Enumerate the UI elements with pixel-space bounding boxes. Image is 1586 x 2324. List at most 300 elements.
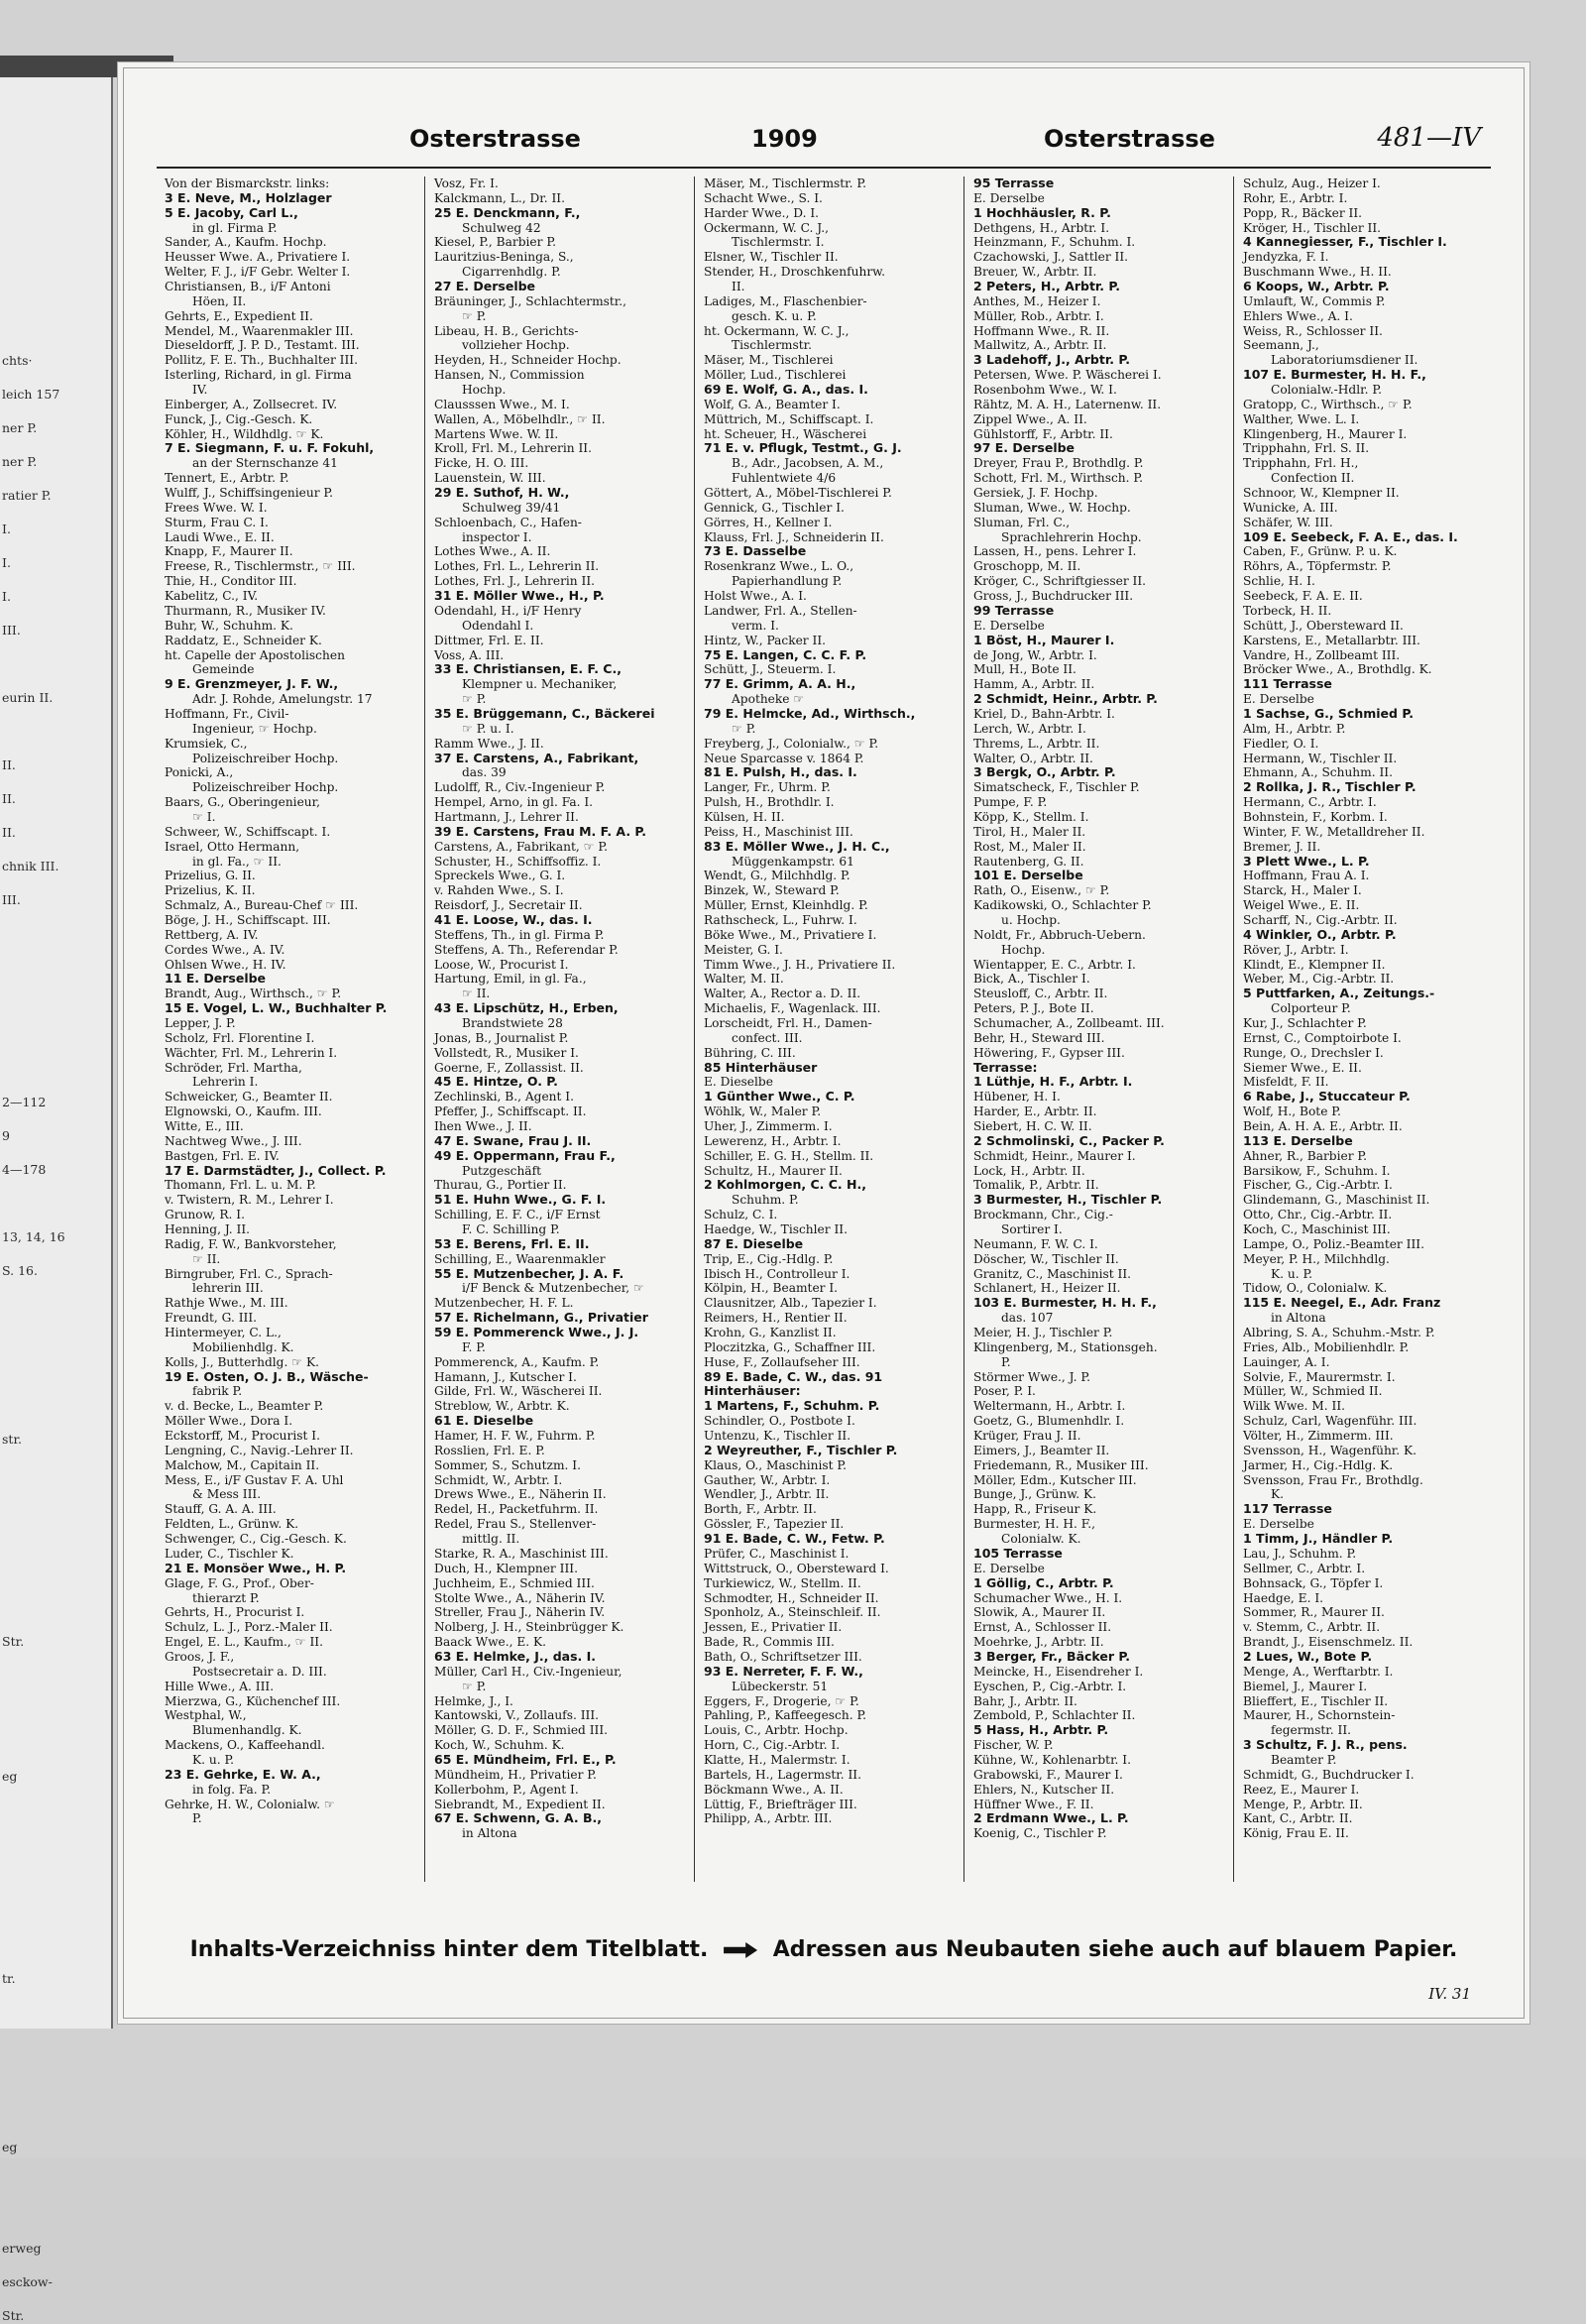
directory-entry: Bade, R., Commis III. [704,1635,835,1650]
directory-entry: Polizeischreiber Hochp. [192,780,339,795]
directory-entry: Runge, O., Drechsler I. [1243,1045,1384,1060]
directory-entry: Hille Wwe., A. III. [165,1679,275,1693]
directory-entry: Schlanert, H., Heizer II. [973,1281,1121,1296]
directory-entry: Weiss, R., Schlosser II. [1243,323,1383,338]
directory-entry: Schnoor, W., Klempner II. [1243,486,1400,501]
directory-entry: 27 E. Derselbe [434,279,536,294]
directory-entry: 2 Schmidt, Heinr., Arbtr. P. [973,691,1158,707]
directory-entry: Lock, H., Arbtr. II. [973,1163,1085,1178]
pointing-hand-icon [724,1942,757,1958]
fragment-text: II. [2,757,16,772]
directory-entry: Hüffner Wwe., F. II. [973,1797,1094,1811]
directory-entry: Freyberg, J., Colonialw., ☞ P. [704,736,879,751]
directory-entry: Buhr, W., Schuhm. K. [165,618,293,633]
directory-entry: Juchheim, E., Schmied III. [434,1575,595,1590]
directory-entry: Heinzmann, F., Schuhm. I. [973,235,1136,250]
directory-entry: Hamer, H. F. W., Fuhrm. P. [434,1429,596,1444]
directory-entry: Köhler, H., Wildhdlg. ☞ K. [165,426,324,441]
directory-entry: Schumacher, A., Zollbeamt. III. [973,1015,1165,1030]
directory-entry: 11 E. Derselbe [165,971,267,987]
directory-entry: Isterling, Richard, in gl. Firma [165,368,352,383]
directory-entry: 55 E. Mutzenbecher, J. A. F. [434,1265,624,1281]
directory-entry: 4 Winkler, O., Arbtr. P. [1243,926,1397,942]
directory-entry: ht. Scheuer, H., Wäscherei [704,426,867,441]
directory-entry: Mäser, M., Tischlerei [704,353,834,368]
directory-entry: Umlauft, W., Commis P. [1243,293,1386,308]
directory-entry: Scholz, Frl. Florentine I. [165,1030,315,1045]
directory-entry: Haedge, E. I. [1243,1590,1324,1605]
directory-entry: 2 Rollka, J. R., Tischler P. [1243,779,1416,795]
directory-entry: Schweer, W., Schiffscapt. I. [165,824,331,839]
directory-entry: K. u. P. [1271,1266,1313,1281]
directory-entry: Sluman, Wwe., W. Hochp. [973,500,1131,515]
directory-entry: Ehlers Wwe., A. I. [1243,308,1353,323]
directory-entry: Einberger, A., Zollsecret. IV. [165,397,338,411]
directory-entry: vollzieher Hochp. [462,338,570,353]
directory-entry: Mutzenbecher, H. F. L. [434,1296,574,1311]
directory-entry: 111 Terrasse [1243,676,1332,692]
directory-entry: F. C. Schilling P. [462,1222,560,1237]
directory-entry: Lehrerin I. [192,1075,259,1090]
directory-entry: Hartmann, J., Lehrer II. [434,809,579,824]
directory-entry: 67 E. Schwenn, G. A. B., [434,1810,603,1826]
directory-entry: 49 E. Oppermann, Frau F., [434,1147,616,1163]
directory-entry: Lassen, H., pens. Lehrer I. [973,544,1137,559]
directory-entry: 81 E. Pulsh, H., das. I. [704,764,857,780]
directory-entry: Walter, A., Rector a. D. II. [704,987,861,1001]
directory-entry: Apotheke ☞ [732,692,805,707]
directory-entry: Ockermann, W. C. J., [704,220,829,235]
directory-entry: Müggenkampstr. 61 [732,854,854,869]
directory-entry: Walter, O., Arbtr. II. [973,751,1093,765]
directory-entry: Ehmann, A., Schuhm. II. [1243,765,1393,780]
directory-entry: 5 E. Jacoby, Carl L., [165,204,298,220]
directory-entry: Schmidt, Heinr., Maurer I. [973,1148,1136,1163]
directory-entry: 1 Göllig, C., Arbtr. P. [973,1574,1114,1590]
directory-entry: i/F Benck & Mutzenbecher, ☞ [462,1281,644,1296]
directory-entry: Wittstruck, O., Obersteward I. [704,1561,889,1575]
directory-entry: Ahner, R., Barbier P. [1243,1148,1368,1163]
directory-entry: Hochp. [1001,942,1046,957]
directory-entry: Sponholz, A., Steinschleif. II. [704,1605,881,1620]
directory-entry: 15 E. Vogel, L. W., Buchhalter P. [165,1000,388,1016]
directory-entry: 65 E. Mündheim, Frl. E., P. [434,1751,617,1767]
directory-entry: Rettberg, A. IV. [165,927,259,942]
directory-entry: Sluman, Frl. C., [973,515,1071,529]
directory-entry: Wendler, J., Arbtr. II. [704,1487,830,1502]
directory-entry: inspector I. [462,529,532,544]
directory-entry: Elsner, W., Tischler II. [704,250,839,265]
directory-entry: Prizelius, G. II. [165,869,256,883]
directory-entry: Krumsiek, C., [165,736,248,751]
directory-entry: v. Twistern, R. M., Lehrer I. [165,1193,334,1208]
directory-entry: Steusloff, C., Arbtr. II. [973,987,1108,1001]
fragment-text: III. [2,892,21,907]
directory-entry: Pommerenck, A., Kaufm. P. [434,1354,600,1369]
directory-entry: Breuer, W., Arbtr. II. [973,265,1097,280]
directory-entry: ☞ P. u. I. [462,721,514,736]
directory-entry: ht. Capelle der Apostolischen [165,647,345,662]
directory-entry: Reez, E., Maurer I. [1243,1782,1360,1797]
directory-entry: Frees Wwe. W. I. [165,500,268,515]
directory-entry: Ehlers, N., Kutscher II. [973,1782,1115,1797]
directory-entry: Jarmer, H., Cig.-Hdlg. K. [1243,1457,1394,1472]
directory-entry: Glage, F. G., Prof., Ober- [165,1575,314,1590]
directory-entry: Rähtz, M. A. H., Laternenw. II. [973,397,1162,411]
directory-entry: Alm, H., Arbtr. P. [1243,721,1346,736]
fragment-text: Str. [2,2308,25,2323]
directory-entry: Schröder, Frl. Martha, [165,1060,302,1075]
directory-entry: Popp, R., Bäcker II. [1243,205,1363,220]
directory-entry: Israel, Otto Hermann, [165,839,300,854]
directory-entry: P. [192,1811,202,1826]
directory-entry: E. Derselbe [1243,1517,1314,1532]
directory-entry: Scharff, N., Cig.-Arbtr. II. [1243,912,1398,927]
directory-entry: Külsen, H. II. [704,809,785,824]
directory-entry: 77 E. Grimm, A. A. H., [704,676,856,692]
column-5 [1243,176,1503,1882]
directory-entry: Kur, J., Schlachter P. [1243,1015,1367,1030]
directory-entry: Bastgen, Frl. E. IV. [165,1148,280,1163]
directory-entry: Bräuninger, J., Schlachtermstr., [434,293,627,308]
fragment-text: I. [2,555,11,570]
directory-entry: Rohr, E., Arbtr. I. [1243,190,1348,205]
directory-entry: Behr, H., Steward III. [973,1030,1105,1045]
directory-entry: Böckmann Wwe., A. II. [704,1782,844,1797]
directory-entry: Möller, G. D. F., Schmied III. [434,1723,609,1738]
directory-entry: Louis, C., Arbtr. Hochp. [704,1723,849,1738]
directory-entry: in folg. Fa. P. [192,1782,272,1797]
fragment-text: 9 [2,1128,10,1143]
directory-entry: Heyden, H., Schneider Hochp. [434,353,622,368]
directory-entry: Kantowski, V., Zollaufs. III. [434,1708,600,1723]
directory-entry: Westphal, W., [165,1708,247,1723]
directory-entry: Bohnsack, G., Töpfer I. [1243,1575,1384,1590]
directory-entry: Adr. J. Rohde, Amelungstr. 17 [192,692,373,707]
directory-entry: Rosslien, Frl. E. P. [434,1443,545,1457]
directory-entry: IV. [192,383,208,398]
directory-entry: Klingenberg, M., Stationsgeh. [973,1339,1158,1354]
directory-entry: Schulz, C. I. [704,1208,778,1222]
directory-entry: Menge, A., Werftarbtr. I. [1243,1664,1394,1679]
directory-entry: Siebert, H. C. W. II. [973,1119,1092,1133]
directory-entry: Barsikow, F., Schuhm. I. [1243,1163,1391,1178]
directory-entry: Gühlstorff, F., Arbtr. II. [973,426,1113,441]
directory-entry: Schuhm. P. [732,1193,799,1208]
directory-entry: Fries, Alb., Mobilienhdlr. P. [1243,1339,1410,1354]
directory-entry: Prizelius, K. II. [165,883,256,898]
directory-entry: Bunge, J., Grünw. K. [973,1487,1096,1502]
directory-entry: Kalckmann, L., Dr. II. [434,190,565,205]
directory-entry: Bohnstein, F., Korbm. I. [1243,809,1388,824]
directory-entry: Friedemann, R., Musiker III. [973,1457,1149,1472]
directory-entry: E. Derselbe [973,190,1045,205]
directory-entry: Martens Wwe. W. II. [434,426,559,441]
directory-entry: 103 E. Burmester, H. H. F., [973,1295,1157,1311]
directory-entry: 7 E. Siegmann, F. u. F. Fokuhl, [165,440,375,456]
header-rule [157,167,1491,169]
directory-entry: Lüttig, F., Briefträger III. [704,1797,857,1811]
directory-entry: Starck, H., Maler I. [1243,883,1362,898]
directory-entry: Hinterhäuser: [704,1383,801,1399]
directory-entry: K. [1271,1487,1284,1502]
directory-entry: Sellmer, C., Arbtr. I. [1243,1561,1366,1575]
directory-entry: Sortirer I. [1001,1222,1063,1237]
directory-entry: Steffens, A. Th., Referendar P. [434,942,619,957]
directory-entry: Hintermeyer, C. L., [165,1326,282,1340]
directory-entry: 45 E. Hintze, O. P. [434,1074,558,1090]
directory-entry: Tripphahn, Frl. H., [1243,456,1359,471]
directory-entry: Dittmer, Frl. E. II. [434,633,544,647]
directory-entry: Loose, W., Procurist I. [434,957,569,972]
directory-entry: 71 E. v. Pflugk, Testmt., G. J. [704,440,902,456]
directory-entry: 39 E. Carstens, Frau M. F. A. P. [434,823,647,839]
directory-entry: Clausssen Wwe., M. I. [434,397,570,411]
directory-entry: Ladiges, M., Flaschenbier- [704,293,867,308]
directory-entry: 87 E. Dieselbe [704,1235,804,1251]
directory-entry: 3 Plett Wwe., L. P. [1243,853,1370,869]
directory-entry: Karstens, E., Metallarbtr. III. [1243,633,1420,647]
directory-entry: Raddatz, E., Schneider K. [165,633,322,647]
directory-entry: fabrik P. [192,1384,243,1399]
directory-entry: Lerch, W., Arbtr. I. [973,721,1086,736]
directory-entry: Klindt, E., Klempner II. [1243,957,1386,972]
directory-entry: Elgnowski, O., Kaufm. III. [165,1104,322,1119]
column-2 [434,176,695,1882]
directory-entry: 2 Kohlmorgen, C. C. H., [704,1177,866,1193]
directory-entry: Knapp, F., Maurer II. [165,544,293,559]
directory-entry: Bühring, C. III. [704,1045,796,1060]
directory-entry: Binzek, W., Steward P. [704,883,840,898]
directory-entry: fegermstr. II. [1271,1723,1352,1738]
directory-entry: E. Derselbe [973,618,1045,633]
directory-entry: Mobilienhdlg. K. [192,1339,294,1354]
directory-entry: Duch, H., Klempner III. [434,1561,578,1575]
directory-entry: Langer, Fr., Uhrm. P. [704,780,831,795]
directory-entry: Happ, R., Friseur K. [973,1502,1097,1517]
directory-entry: Wächter, Frl. M., Lehrerin I. [165,1045,338,1060]
directory-entry: Colonialw.-Hdlr. P. [1271,383,1382,398]
directory-entry: Mull, H., Bote II. [973,662,1076,677]
directory-entry: Seemann, J., [1243,338,1319,353]
directory-entry: 3 Bergk, O., Arbtr. P. [973,764,1116,780]
directory-entry: Horn, C., Cig.-Arbtr. I. [704,1738,841,1753]
directory-entry: Clausnitzer, Alb., Tapezier I. [704,1296,877,1311]
fragment-text: leich 157 [2,387,60,402]
directory-entry: Moehrke, J., Arbtr. II. [973,1635,1104,1650]
directory-entry: Rautenberg, G. II. [973,854,1084,869]
directory-entry: 1 Martens, F., Schuhm. P. [704,1398,880,1414]
directory-entry: Radig, F. W., Bankvorsteher, [165,1236,337,1251]
directory-entry: ☞ P. [462,1679,487,1693]
directory-entry: 95 Terrasse [973,175,1055,190]
directory-entry: Schindler, O., Postbote I. [704,1414,855,1429]
directory-entry: 91 E. Bade, C. W., Fetw. P. [704,1531,885,1547]
directory-entry: Böke Wwe., M., Privatiere I. [704,927,877,942]
directory-entry: in Altona [1271,1311,1326,1326]
directory-entry: das. 39 [462,765,507,780]
directory-entry: lehrerin III. [192,1281,264,1296]
directory-entry: Ficke, H. O. III. [434,456,529,471]
header-street-left: Osterstrasse [409,125,581,153]
directory-entry: Tischlermstr. [732,338,812,353]
directory-entry: Albring, S. A., Schuhm.-Mstr. P. [1243,1326,1435,1340]
directory-entry: Harder Wwe., D. I. [704,205,820,220]
directory-entry: mittlg. II. [462,1532,520,1547]
directory-entry: Schultz, H., Maurer II. [704,1163,843,1178]
directory-entry: Lauinger, A. I. [1243,1354,1330,1369]
directory-entry: Svensson, H., Wagenführ. K. [1243,1443,1417,1457]
fragment-text: eg [2,1769,18,1784]
directory-entry: Streller, Frau J., Näherin IV. [434,1605,606,1620]
directory-entry: E. Derselbe [1243,692,1314,707]
directory-entry: Bein, A. H. A. E., Arbtr. II. [1243,1119,1403,1133]
directory-entry: Henning, J. II. [165,1222,251,1237]
directory-entry: 2 Schmolinski, C., Packer P. [973,1132,1165,1148]
directory-entry: v. Rahden Wwe., S. I. [434,883,564,898]
directory-entry: Michaelis, F., Wagenlack. III. [704,1001,881,1016]
directory-entry: Schulz, Aug., Heizer I. [1243,176,1381,190]
directory-entry: Bahr, J., Arbtr. II. [973,1693,1077,1708]
directory-entry: Meyer, P. H., Milchhdlg. [1243,1251,1390,1266]
directory-entry: Odendahl, H., i/F Henry [434,603,582,618]
fragment-text: 13, 14, 16 [2,1229,65,1244]
directory-entry: Lepper, J. P. [165,1015,236,1030]
directory-entry: Ponicki, A., [165,765,234,780]
directory-entry: Tischlermstr. I. [732,235,825,250]
directory-entry: 61 E. Dieselbe [434,1413,534,1429]
directory-entry: Solvie, F., Maurermstr. I. [1243,1369,1396,1384]
directory-entry: Gemeinde [192,662,255,677]
directory-entry: 99 Terrasse [973,602,1055,618]
fragment-text: Str. [2,1634,25,1649]
directory-entry: 51 E. Huhn Wwe., G. F. I. [434,1192,607,1208]
directory-entry: Haedge, W., Tischler II. [704,1222,848,1237]
column-3 [704,176,964,1882]
directory-entry: Mündheim, H., Privatier P. [434,1767,597,1782]
directory-entry: Mierzwa, G., Küchenchef III. [165,1693,341,1708]
directory-entry: 6 Koops, W., Arbtr. P. [1243,279,1390,294]
directory-entry: Kriel, D., Bahn-Arbtr. I. [973,706,1115,721]
directory-entry: ☞ II. [462,987,491,1001]
directory-entry: Reisdorf, J., Secretair II. [434,898,583,913]
directory-entry: Rost, M., Maler II. [973,839,1086,854]
column-1 [165,176,425,1882]
directory-entry: Mallwitz, A., Arbtr. II. [973,338,1107,353]
columns-area [165,176,1505,1882]
directory-entry: Müttrich, M., Schiffscapt. I. [704,411,874,426]
directory-entry: Goetz, G., Blumenhdlr. I. [973,1414,1125,1429]
directory-entry: ☞ I. [192,809,216,824]
directory-entry: 73 E. Dasselbe [704,543,807,559]
fragment-text: ratier P. [2,488,52,503]
directory-entry: 113 E. Derselbe [1243,1132,1353,1148]
directory-entry: Threms, L., Arbtr. II. [973,736,1100,751]
directory-entry: Otto, Chr., Cig.-Arbtr. II. [1243,1208,1393,1222]
directory-entry: v. d. Becke, L., Beamter P. [165,1399,324,1414]
directory-entry: u. Hochp. [1001,912,1061,927]
column-4 [973,176,1234,1882]
directory-entry: Biemel, J., Maurer I. [1243,1679,1368,1693]
directory-entry: Köpp, K., Stellm. I. [973,809,1089,824]
directory-entry: Rosenbohm Wwe., W. I. [973,383,1117,398]
fragment-text: III. [2,623,21,638]
directory-entry: 2 Lues, W., Bote P. [1243,1648,1373,1664]
directory-entry: Stauff, G. A. A. III. [165,1502,277,1517]
directory-entry: Lothes Wwe., A. II. [434,544,551,559]
directory-entry: Thomann, Frl. L. u. M. P. [165,1178,316,1193]
directory-entry: Schilling, E., Waarenmakler [434,1251,606,1266]
directory-entry: 25 E. Denckmann, F., [434,204,581,220]
directory-entry: Rathscheck, L., Fuhrw. I. [704,912,857,927]
directory-entry: 1 Sachse, G., Schmied P. [1243,705,1414,721]
fragment-text: ner P. [2,420,38,435]
directory-entry: 29 E. Suthof, H. W., [434,485,570,501]
directory-entry: 5 Hass, H., Arbtr. P. [973,1722,1109,1738]
signature-mark: IV. 31 [1428,1985,1471,2003]
directory-entry: Misfeldt, F. II. [1243,1075,1329,1090]
directory-entry: Groschopp, M. II. [973,559,1081,574]
directory-entry: Pfeffer, J., Schiffscapt. II. [434,1104,587,1119]
directory-entry: Timm Wwe., J. H., Privatiere II. [704,957,896,972]
directory-entry: Lauritzius-Beninga, S., [434,250,574,265]
directory-entry: Harder, E., Arbtr. II. [973,1104,1097,1119]
header-year: 1909 [751,125,818,153]
directory-entry: Confection II. [1271,471,1355,486]
directory-entry: Tidow, O., Colonialw. K. [1243,1281,1388,1296]
directory-entry: Hamann, J., Kutscher I. [434,1369,577,1384]
directory-entry: Döscher, W., Tischler II. [973,1251,1119,1266]
directory-entry: Schumacher Wwe., H. I. [973,1590,1123,1605]
directory-entry: v. Stemm, C., Arbtr. II. [1243,1620,1381,1635]
directory-entry: 59 E. Pommerenck Wwe., J. J. [434,1325,639,1340]
directory-entry: Anthes, M., Heizer I. [973,293,1101,308]
directory-entry: Borth, F., Arbtr. II. [704,1502,817,1517]
directory-entry: Wendt, G., Milchhdlg. P. [704,869,850,883]
directory-entry: Kant, C., Arbtr. II. [1243,1811,1353,1826]
directory-entry: Fuhlentwiete 4/6 [732,471,837,486]
directory-entry: Lothes, Frl. L., Lehrerin II. [434,559,600,574]
directory-entry: thierarzt P. [192,1590,260,1605]
directory-entry: Odendahl I. [462,618,534,633]
directory-entry: 3 Ladehoff, J., Arbtr. P. [973,352,1130,368]
directory-entry: Wunicke, A. III. [1243,500,1338,515]
directory-entry: Schäfer, W. III. [1243,515,1333,529]
directory-entry: Schlie, H. I. [1243,574,1315,589]
directory-entry: Schmalz, A., Bureau-Chef ☞ III. [165,898,359,913]
footer-right: Adressen aus Neubauten siehe auch auf blauem Papier. [772,1937,1458,1962]
directory-entry: 1 Günther Wwe., C. P. [704,1089,855,1104]
directory-entry: Heusser Wwe. A., Privatiere I. [165,250,351,265]
directory-entry: Christiansen, B., i/F Antoni [165,280,331,294]
directory-entry: Kolls, J., Butterhdlg. ☞ K. [165,1354,319,1369]
directory-entry: 97 E. Derselbe [973,440,1076,456]
directory-entry: Baack Wwe., E. K. [434,1635,546,1650]
directory-entry: Thurau, G., Portier II. [434,1178,567,1193]
directory-entry: Stender, H., Droschkenfuhrw. [704,265,886,280]
fragment-text: chnik III. [2,859,59,873]
directory-entry: Schulweg 39/41 [462,500,561,515]
directory-entry: Ernst, A., Schlosser II. [973,1620,1112,1635]
directory-entry: Steffens, Th., in gl. Firma P. [434,927,605,942]
directory-entry: 43 E. Lipschütz, H., Erben, [434,1000,619,1016]
directory-entry: Siemer Wwe., E. II. [1243,1060,1362,1075]
directory-entry: Trip, E., Cig.-Hdlg. P. [704,1251,834,1266]
directory-entry: Peiss, H., Maschinist III. [704,824,853,839]
directory-entry: Meincke, H., Eisendreher I. [973,1664,1144,1679]
directory-entry: Gehrts, H., Procurist I. [165,1605,305,1620]
directory-entry: Streblow, W., Arbtr. K. [434,1399,570,1414]
